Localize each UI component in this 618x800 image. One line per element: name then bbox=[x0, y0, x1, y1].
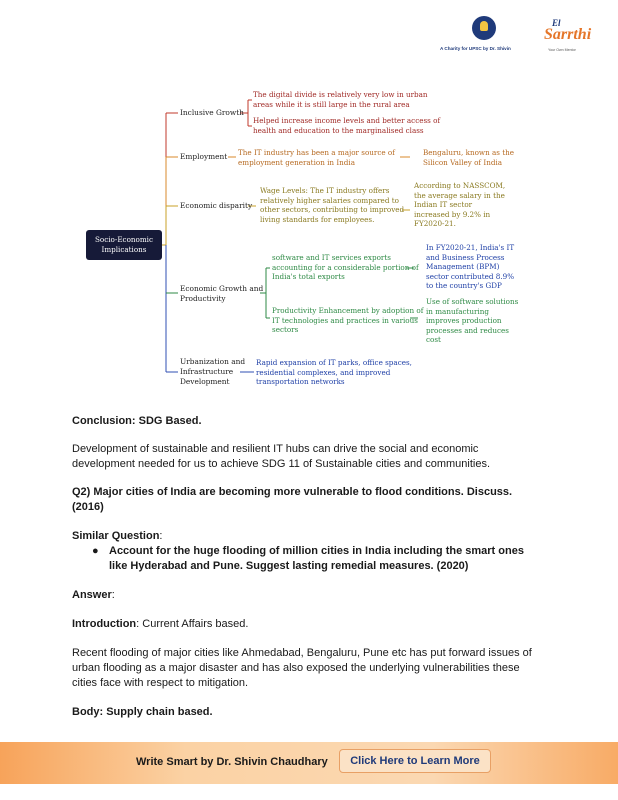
leaf-it-parks: Rapid expansion of IT parks, office spaces, residential complexes, and improved transportation networks bbox=[256, 358, 412, 387]
similar-question-label: Similar Question: bbox=[72, 530, 163, 542]
similar-question-line-1: Account for the huge flooding of million cities in India including the smart ones bbox=[109, 545, 524, 557]
branch-urbanization: Urbanization and Infrastructure Development bbox=[180, 357, 246, 386]
paragraph-line-3: cities face with respect to mitigation. bbox=[72, 677, 249, 689]
paragraph-line-1: Recent flooding of major cities like Ahmedabad, Bengaluru, Pune etc has put forward issues of bbox=[72, 647, 532, 659]
question-2-line-2: (2016) bbox=[72, 501, 104, 513]
leaf-bpm-gdp: In FY2020-21, India's IT and Business Process Management (BPM) sector contributed 8.9% to the country's GDP bbox=[426, 243, 515, 291]
logo2-slogan: Your Own Mentor bbox=[548, 48, 576, 52]
introduction-line: Introduction: Current Affairs based. bbox=[72, 618, 249, 630]
conclusion-line-1: Development of sustainable and resilient IT hubs can drive the social and economic bbox=[72, 443, 479, 455]
leaf-it-employment: The IT industry has been a major source of employment generation in India bbox=[238, 148, 395, 167]
leaf-productivity: Productivity Enhancement by adoption of IT technologies and practices in various sectors bbox=[272, 306, 424, 335]
leaf-software-exports: software and IT services exports accounting for a considerable portion of India's total exports bbox=[272, 253, 419, 282]
leaf-bengaluru: Bengaluru, known as the Silicon Valley of India bbox=[423, 148, 515, 167]
conclusion-line-2: development needed for us to achieve SDG 11 of Sustainable cities and communities. bbox=[72, 458, 491, 470]
leaf-software-solutions: Use of software solutions in manufacturing improves production processes and reduces cost bbox=[426, 297, 519, 345]
branch-employment: Employment bbox=[180, 152, 228, 161]
conclusion-heading: Conclusion: SDG Based. bbox=[72, 415, 202, 427]
leaf-wage-levels: Wage Levels: The IT industry offers relatively higher salaries compared to other sectors, contributing to improved living standards for employees. bbox=[260, 186, 405, 224]
branch-economic-disparity: Economic disparity bbox=[180, 201, 253, 210]
leaf-income-levels: Helped increase income levels and better access of health and education to the marginalised class bbox=[253, 116, 441, 135]
branch-inclusive-growth: Inclusive Growth bbox=[180, 108, 244, 117]
branch-economic-growth: Economic Growth and Productivity bbox=[180, 284, 264, 303]
logo2-name: Sarrthi bbox=[544, 26, 592, 43]
leaf-digital-divide: The digital divide is relatively very low in urban areas while it is still large in the rural area bbox=[253, 90, 428, 109]
bullet-icon: ● bbox=[92, 545, 99, 557]
footer-label: Write Smart by Dr. Shivin Chaudhary bbox=[136, 756, 328, 768]
question-2-line-1: Q2) Major cities of India are becoming more vulnerable to flood conditions. Discuss. bbox=[72, 486, 513, 498]
leaf-nasscom: According to NASSCOM, the average salary in the Indian IT sector increased by 9.2% in FY2020-21. bbox=[414, 181, 506, 229]
logo2-prefix: El bbox=[552, 18, 561, 28]
body-heading: Body: Supply chain based. bbox=[72, 706, 213, 718]
paragraph-line-2: urban flooding as a major disaster and has also exposed the underlying vulnerabilities these bbox=[72, 662, 520, 674]
mindmap-root: Socio-Economic Implications bbox=[86, 230, 162, 260]
learn-more-button[interactable]: Click Here to Learn More bbox=[339, 749, 491, 773]
logo-tagline: A Charity for UPSC by Dr. Shivin bbox=[440, 46, 511, 51]
answer-label: Answer: bbox=[72, 589, 115, 601]
similar-question-line-2: like Hyderabad and Pune. Suggest lasting remedial measures. (2020) bbox=[109, 560, 469, 572]
